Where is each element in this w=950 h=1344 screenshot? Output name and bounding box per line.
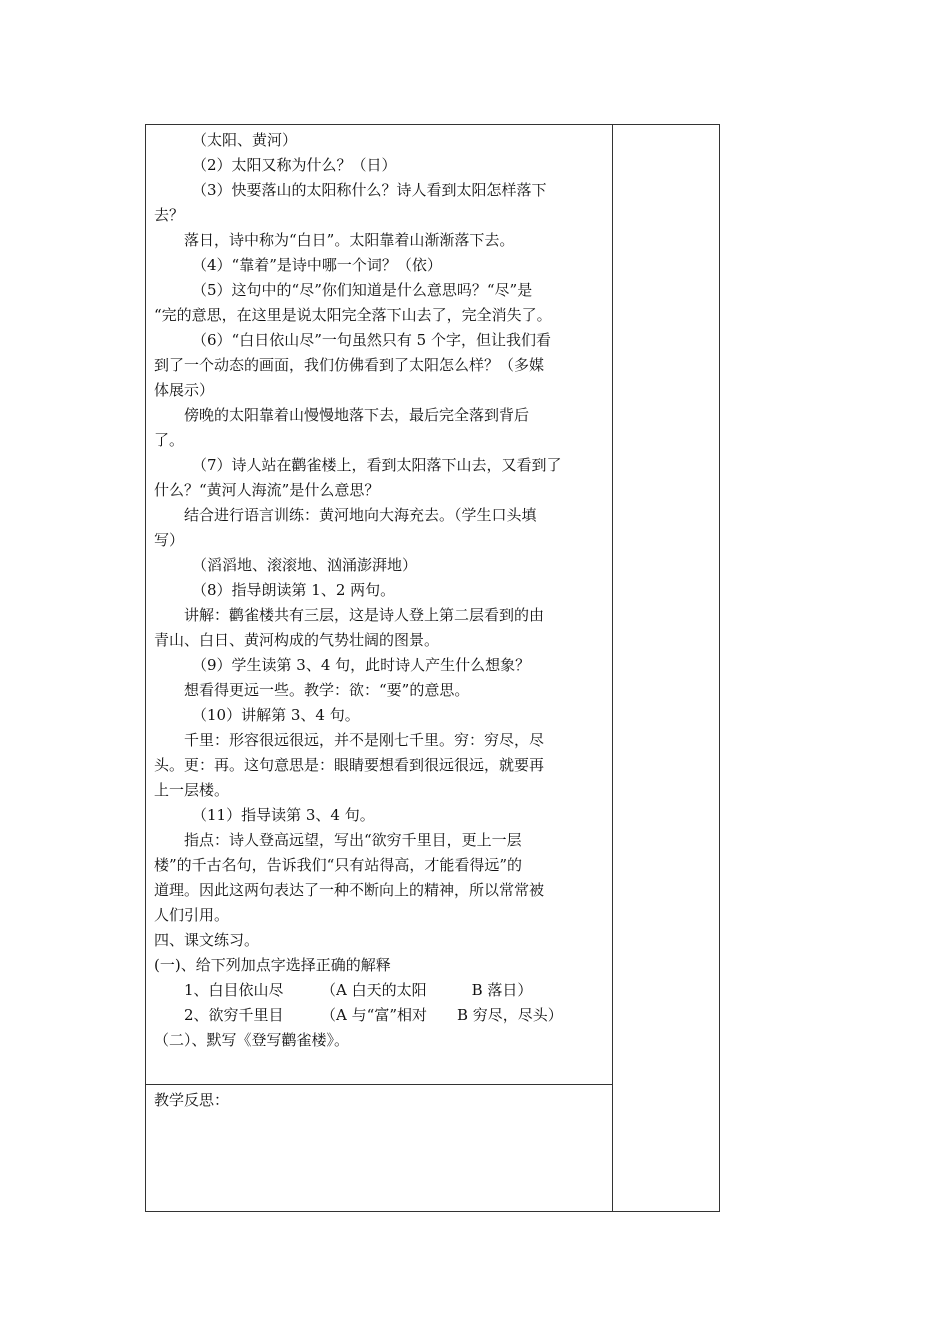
- row-divider: [145, 1084, 613, 1085]
- text-line: （6）“白日依山尽”一句虽然只有 5 个字，但让我们看: [192, 331, 551, 349]
- text-line: 傍晚的太阳靠着山慢慢地落下去，最后完全落到背后: [184, 406, 530, 424]
- text-line: 想看得更远一些。教学：欲：“要”的意思。: [184, 681, 470, 699]
- text-line: 四、课文练习。: [154, 931, 260, 949]
- text-line: （滔滔地、滚滚地、汹涌澎湃地）: [192, 556, 418, 574]
- text-line: 什么？“黄河人海流”是什么意思？: [154, 481, 380, 499]
- text-line: 上一层楼。: [154, 781, 230, 799]
- text-line: 指点：诗人登高远望，写出“欲穷千里目，更上一层: [184, 831, 522, 849]
- text-line: 道理。因此这两句表达了一种不断向上的精神，所以常常被: [154, 881, 545, 899]
- text-line: 体展示）: [154, 381, 215, 399]
- text-line: 了。: [154, 431, 185, 449]
- text-line: 去？: [154, 206, 185, 224]
- text-line: “完的意思，在这里是说太阳完全落下山去了，完全消失了。: [154, 306, 552, 324]
- text-line: （10）讲解第 3、4 句。: [192, 706, 360, 724]
- text-line: （二）、默写《登写鹳雀楼》。: [154, 1031, 350, 1049]
- text-line: （太阳、黄河）: [192, 131, 298, 149]
- text-line: (一)、给下列加点字选择正确的解释: [154, 956, 391, 974]
- text-line: 结合进行语言训练：黄河地向大海充去。（学生口头填: [184, 506, 537, 524]
- text-line: 青山、白日、黄河构成的气势壮阔的图景。: [154, 631, 440, 649]
- text-line: 头。更：再。这句意思是：眼睛要想看到很远很远，就要再: [154, 756, 545, 774]
- text-line: （3）快要落山的太阳称什么？诗人看到太阳怎样落下: [192, 181, 547, 199]
- text-line: 1、白目依山尽 （A 白天的太阳 B 落日）: [184, 981, 533, 999]
- text-line: 到了一个动态的画面，我们仿佛看到了太阳怎么样？（多媒: [154, 356, 545, 374]
- text-line: （2）太阳又称为什么？（日）: [192, 156, 397, 174]
- text-line: （5）这句中的“尽”你们知道是什么意思吗？“尽”是: [192, 281, 533, 299]
- text-line: （8）指导朗读第 1、2 两句。: [192, 581, 396, 599]
- text-line: 写）: [154, 531, 185, 549]
- reflection-label: 教学反思：: [154, 1091, 230, 1109]
- text-line: 讲解：鹳雀楼共有三层，这是诗人登上第二层看到的由: [184, 606, 545, 624]
- text-line: （4）“靠着”是诗中哪一个词？（依）: [192, 256, 442, 274]
- text-line: 落日，诗中称为“白日”。太阳靠着山渐渐落下去。: [184, 231, 515, 249]
- column-divider: [612, 124, 613, 1212]
- lesson-content: [154, 128, 606, 1053]
- text-line: 人们引用。: [154, 906, 230, 924]
- text-line: 楼”的千古名句，告诉我们“只有站得高，才能看得远”的: [154, 856, 523, 874]
- text-line: 千里：形容很远很远，并不是刚七千里。穷：穷尽，尽: [184, 731, 545, 749]
- text-line: （7）诗人站在鹳雀楼上，看到太阳落下山去，又看到了: [192, 456, 562, 474]
- text-line: （9）学生读第 3、4 句，此时诗人产生什么想象？: [192, 656, 531, 674]
- text-line: 2、欲穷千里目 （A 与“富”相对 B 穷尽，尽头）: [184, 1006, 563, 1024]
- text-line: （11）指导读第 3、4 句。: [192, 806, 375, 824]
